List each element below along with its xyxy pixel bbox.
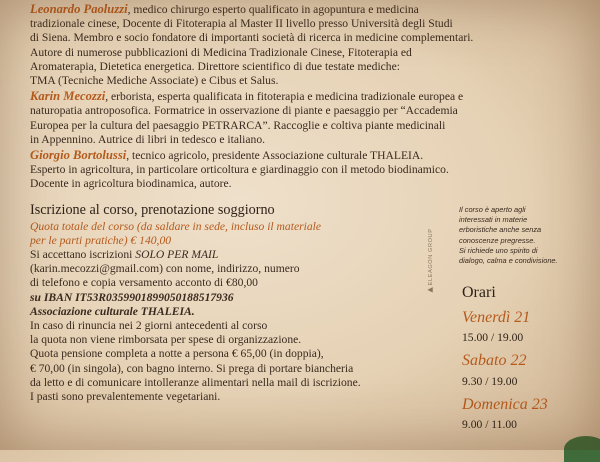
- main-text-column: [30, 0, 480, 404]
- hours-sabato: 9.30 / 19.00: [462, 375, 518, 388]
- corner-decoration: [564, 436, 600, 462]
- pensione-line: Quota pensione completa a notte a persona € 65,00 (in doppia),: [30, 347, 324, 361]
- bio-text: tradizionale cinese, Docente di Fitoterapia al Master II livello presso Università degli Studi: [30, 17, 453, 31]
- pensione-line: € 70,00 (in singola), con bagno interno. Si prega di portare biancheria: [30, 361, 354, 375]
- iscrizione-heading: Iscrizione al corso, prenotazione soggiorno: [30, 201, 275, 218]
- arrow-icon: ▶: [427, 285, 434, 294]
- rinuncia-line: In caso di rinuncia nei 2 giorni antecedenti al corso: [30, 319, 268, 333]
- iban-line: su IBAN IT53R0359901899050188517936: [30, 290, 234, 304]
- bio-text: naturopatia antroposofica. Formatrice in osservazione di piante e paesaggio per “Accademia: [30, 104, 458, 118]
- orari-title: Orari: [462, 284, 496, 301]
- bio-leonardo-paoluzzi: [30, 2, 480, 88]
- rinuncia-line: la quota non viene rimborsata per spese di organizzazione.: [30, 333, 302, 347]
- bio-name: Leonardo Paoluzzi: [30, 2, 128, 16]
- bio-text: Aromaterapia, Dietetica energetica. Direttore scientifico di due testate mediche:: [30, 59, 400, 73]
- mail-prefix: Si accettano iscrizioni: [30, 248, 136, 262]
- day-sabato: Sabato 22: [462, 352, 527, 369]
- vertical-brand-label: [427, 214, 437, 294]
- note-line: interessati in materie: [459, 215, 528, 225]
- bio-text: Europea per la cultura del paesaggio PETRARCA”. Raccoglie e coltiva piante medicinali: [30, 118, 446, 132]
- bio-text: in Appennino. Autrice di libri in tedesco e italiano.: [30, 132, 266, 146]
- bio-text: di Siena. Membro e socio fondatore di importanti società di ricerca in medicine complementari.: [30, 31, 474, 45]
- mail-line: (karin.mecozzi@gmail.com) con nome, indirizzo, numero: [30, 262, 300, 276]
- bio-line: [30, 148, 480, 163]
- bio-text: , erborista, esperta qualificata in fitoterapia e medicina tradizionale europea e: [105, 90, 464, 104]
- note-line: conoscenze pregresse.: [459, 235, 536, 245]
- bio-karin-mecozzi: [30, 89, 480, 147]
- bio-text: Esperto in agricoltura, in particolare orticoltura e giardinaggio con il metodo biodinamico.: [30, 163, 449, 177]
- iscrizione-section: [30, 220, 430, 405]
- day-venerdi: Venerdì 21: [462, 309, 531, 326]
- bio-line: [30, 2, 480, 17]
- bio-text: Autore di numerose pubblicazioni di Medicina Tradizionale Cinese, Fitoterapia ed: [30, 45, 412, 59]
- note-line: erboristiche anche senza: [459, 225, 542, 235]
- bio-name: Giorgio Bortolussi: [30, 148, 127, 163]
- bio-text: , medico chirurgo esperto qualificato in agopuntura e medicina: [127, 3, 419, 16]
- hours-domenica: 9.00 / 11.00: [462, 418, 517, 431]
- mail-line: [30, 248, 430, 262]
- association-line: Associazione culturale THALEIA.: [30, 304, 195, 318]
- bio-name: Karin Mecozzi: [30, 89, 106, 104]
- bio-giorgio-bortolussi: [30, 148, 480, 192]
- sidebar-note: [459, 205, 597, 266]
- bio-text: TMA (Tecniche Mediche Associate) e Cibus et Salus.: [30, 74, 279, 88]
- note-line: Si richiede uno spirito di: [459, 245, 538, 255]
- vertical-label-text: ELEAGON GROUP: [428, 228, 434, 286]
- day-domenica: Domenica 23: [462, 396, 548, 413]
- mail-line: di telefono e copia versamento acconto di €80,00: [30, 276, 258, 290]
- quota-line: Quota totale del corso (da saldare in sede, incluso il materiale: [30, 219, 321, 233]
- bio-line: [30, 89, 480, 104]
- pasti-line: I pasti sono prevalentemente vegetariani.: [30, 390, 221, 404]
- quota-line: per le parti pratiche) € 140,00: [30, 233, 172, 247]
- note-line: Il corso è aperto agli: [459, 205, 526, 214]
- pensione-line: da letto e di comunicare intolleranze alimentari nella mail di iscrizione.: [30, 375, 361, 389]
- bio-text: , tecnico agricolo, presidente Associazione culturale THALEIA.: [126, 149, 424, 163]
- mail-emphasis: SOLO PER MAIL: [135, 248, 219, 262]
- note-line: dialogo, calma e condivisione.: [459, 256, 558, 266]
- hours-venerdi: 15.00 / 19.00: [462, 331, 524, 344]
- bio-text: Docente in agricoltura biodinamica, autore.: [30, 177, 232, 191]
